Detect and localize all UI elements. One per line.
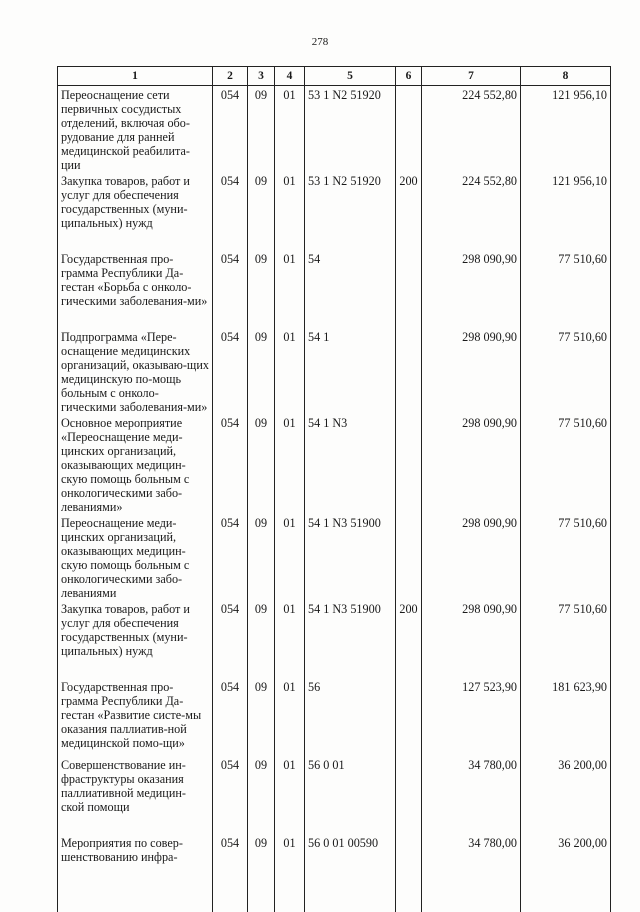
expense-type-code: 200 — [396, 172, 422, 250]
header-cell: 7 — [422, 67, 521, 86]
section-code: 09 — [248, 250, 275, 328]
ministry-code: 054 — [213, 756, 248, 834]
expense-type-code: 200 — [396, 600, 422, 678]
amount-year-1: 34 780,00 — [422, 834, 521, 912]
subsection-code: 01 — [275, 600, 305, 678]
expense-name: Государственная про-грамма Республики Да-гестан «Борьба с онколо-гическими заболевания-ми» — [58, 250, 213, 328]
ministry-code: 054 — [213, 172, 248, 250]
target-article-code: 54 — [305, 250, 396, 328]
header-cell: 6 — [396, 67, 422, 86]
amount-year-1: 298 090,90 — [422, 514, 521, 600]
expense-name: Подпрограмма «Пере-оснащение медицинских организаций, оказываю-щих медицинскую по-мощь больным с онколо-гическими заболевания-ми» — [58, 328, 213, 414]
subsection-code: 01 — [275, 328, 305, 414]
amount-year-2: 181 623,90 — [521, 678, 611, 756]
amount-year-1: 224 552,80 — [422, 172, 521, 250]
header-cell: 5 — [305, 67, 396, 86]
expense-type-code — [396, 514, 422, 600]
ministry-code: 054 — [213, 834, 248, 912]
subsection-code: 01 — [275, 250, 305, 328]
subsection-code: 01 — [275, 86, 305, 173]
amount-year-1: 298 090,90 — [422, 328, 521, 414]
ministry-code: 054 — [213, 414, 248, 514]
target-article-code: 56 0 01 00590 — [305, 834, 396, 912]
amount-year-1: 127 523,90 — [422, 678, 521, 756]
expense-type-code — [396, 328, 422, 414]
expense-type-code — [396, 86, 422, 173]
header-cell: 1 — [58, 67, 213, 86]
expense-name: Государственная про-грамма Республики Да-гестан «Развитие систе-мы оказания паллиатив-ной медицинской помо-щи» — [58, 678, 213, 756]
section-code: 09 — [248, 756, 275, 834]
expense-type-code — [396, 414, 422, 514]
header-cell: 2 — [213, 67, 248, 86]
subsection-code: 01 — [275, 834, 305, 912]
section-code: 09 — [248, 514, 275, 600]
expense-name: Закупка товаров, работ и услуг для обеспечения государственных (муни-ципальных) нужд — [58, 172, 213, 250]
ministry-code: 054 — [213, 514, 248, 600]
table-row — [58, 834, 611, 912]
header-cell: 8 — [521, 67, 611, 86]
expense-type-code — [396, 678, 422, 756]
budget-table — [57, 66, 611, 912]
expense-name: Закупка товаров, работ и услуг для обеспечения государственных (муни-ципальных) нужд — [58, 600, 213, 678]
table-row — [58, 678, 611, 756]
ministry-code: 054 — [213, 678, 248, 756]
subsection-code: 01 — [275, 414, 305, 514]
page-number: 278 — [311, 36, 329, 48]
section-code: 09 — [248, 600, 275, 678]
target-article-code: 53 1 N2 51920 — [305, 172, 396, 250]
section-code: 09 — [248, 678, 275, 756]
amount-year-1: 298 090,90 — [422, 600, 521, 678]
amount-year-1: 224 552,80 — [422, 86, 521, 173]
subsection-code: 01 — [275, 678, 305, 756]
table-row — [58, 414, 611, 514]
subsection-code: 01 — [275, 514, 305, 600]
target-article-code: 53 1 N2 51920 — [305, 86, 396, 173]
section-code: 09 — [248, 172, 275, 250]
expense-type-code — [396, 834, 422, 912]
header-row — [58, 67, 611, 86]
table-row — [58, 86, 611, 173]
section-code: 09 — [248, 834, 275, 912]
expense-name: Основное мероприятие «Переоснащение меди-цинских организаций, оказывающих медицин-скую помощь больным с онкологическими забо-леваниями» — [58, 414, 213, 514]
section-code: 09 — [248, 414, 275, 514]
target-article-code: 54 1 N3 — [305, 414, 396, 514]
section-code: 09 — [248, 86, 275, 173]
amount-year-2: 77 510,60 — [521, 250, 611, 328]
subsection-code: 01 — [275, 756, 305, 834]
amount-year-2: 77 510,60 — [521, 328, 611, 414]
target-article-code: 54 1 N3 51900 — [305, 514, 396, 600]
subsection-code: 01 — [275, 172, 305, 250]
amount-year-1: 34 780,00 — [422, 756, 521, 834]
expense-type-code — [396, 250, 422, 328]
ministry-code: 054 — [213, 86, 248, 173]
section-code: 09 — [248, 328, 275, 414]
amount-year-2: 121 956,10 — [521, 172, 611, 250]
target-article-code: 54 1 N3 51900 — [305, 600, 396, 678]
table-row — [58, 514, 611, 600]
expense-type-code — [396, 756, 422, 834]
header-cell: 3 — [248, 67, 275, 86]
expense-name: Мероприятия по совер-шенствованию инфра- — [58, 834, 213, 912]
target-article-code: 56 — [305, 678, 396, 756]
amount-year-2: 36 200,00 — [521, 756, 611, 834]
table-row — [58, 600, 611, 678]
amount-year-2: 36 200,00 — [521, 834, 611, 912]
amount-year-2: 77 510,60 — [521, 600, 611, 678]
amount-year-1: 298 090,90 — [422, 250, 521, 328]
expense-name: Переоснащение сети первичных сосудистых отделений, включая обо-рудование для ранней медицинской реабилита-ции — [58, 86, 213, 173]
amount-year-1: 298 090,90 — [422, 414, 521, 514]
amount-year-2: 121 956,10 — [521, 86, 611, 173]
ministry-code: 054 — [213, 328, 248, 414]
table-row — [58, 328, 611, 414]
ministry-code: 054 — [213, 600, 248, 678]
ministry-code: 054 — [213, 250, 248, 328]
amount-year-2: 77 510,60 — [521, 414, 611, 514]
expense-name: Переоснащение меди-цинских организаций, оказывающих медицин-скую помощь больным с онкологическими забо-леваниями — [58, 514, 213, 600]
expense-name: Совершенствование ин-фраструктуры оказания паллиативной медицин-ской помощи — [58, 756, 213, 834]
target-article-code: 54 1 — [305, 328, 396, 414]
header-cell: 4 — [275, 67, 305, 86]
target-article-code: 56 0 01 — [305, 756, 396, 834]
table-row — [58, 756, 611, 834]
table-row — [58, 250, 611, 328]
amount-year-2: 77 510,60 — [521, 514, 611, 600]
table-row — [58, 172, 611, 250]
